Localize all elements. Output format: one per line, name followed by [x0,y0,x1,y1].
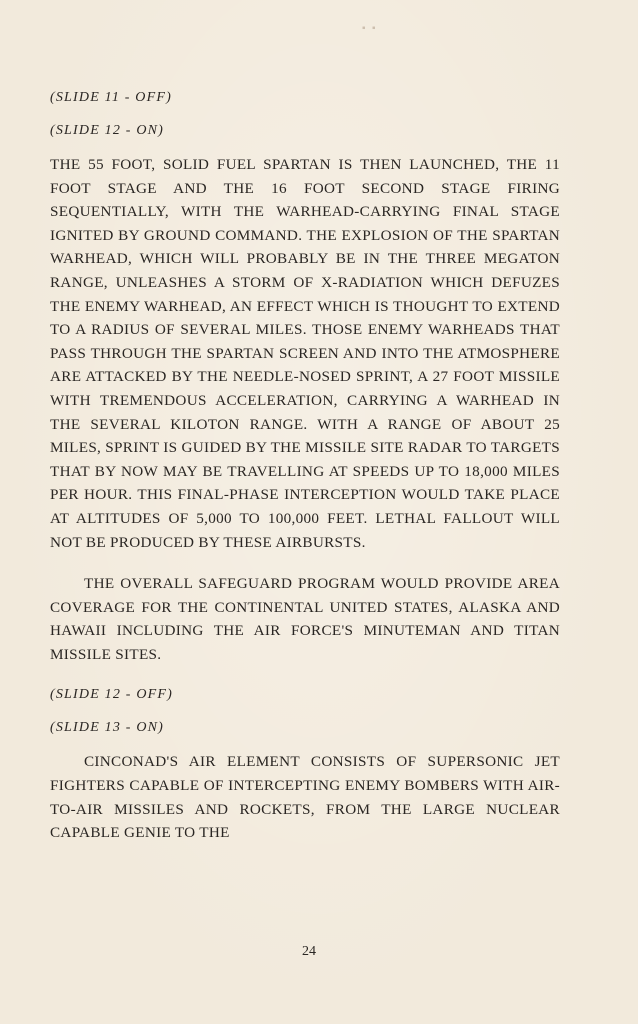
page-content [50,87,560,863]
slide-cue: (SLIDE 11 - OFF) [50,90,172,105]
slide-cue: (SLIDE 12 - ON) [50,123,165,138]
page-number: 24 [302,944,316,959]
body-paragraph: THE 55 FOOT, SOLID FUEL SPARTAN IS THEN LAUNCHED, THE 11 FOOT STAGE AND THE 16 FOOT SECOND STAGE FIRING SEQUENTIALLY, WITH THE WARHEAD-CARRYING FINAL STAGE IGNITED BY GROUND COMMAND. THE EXPLOSION OF THE SPARTAN WARHEAD, WHICH WILL PROBABLY BE IN THE THREE MEGATON RANGE, UNLEASHES A STORM OF X-RADIATION WHICH DEFUZES THE ENEMY WARHEAD, AN EFFECT WHICH IS THOUGHT TO EXTEND TO A RADIUS OF SEVERAL MILES. THOSE ENEMY WARHEADS THAT PASS THROUGH THE SPARTAN SCREEN AND INTO THE ATMOSPHERE ARE ATTACKED BY THE NEEDLE-NOSED SPRINT, A 27 FOOT MISSILE WITH TREMENDOUS ACCELERATION, CARRYING A WARHEAD IN THE SEVERAL KILOTON RANGE. WITH A RANGE OF ABOUT 25 MILES, SPRINT IS GUIDED BY THE MISSILE SITE RADAR TO TARGETS THAT BY NOW MAY BE TRAVELLING AT SPEEDS UP TO 18,000 MILES PER HOUR. THIS FINAL-PHASE INTERCEPTION WOULD TAKE PLACE AT ALTITUDES OF 5,000 TO 100,000 FEET. LETHAL FALLOUT WILL NOT BE PRODUCED BY THESE AIRBURSTS. [50,156,560,551]
body-paragraph: THE OVERALL SAFEGUARD PROGRAM WOULD PROVIDE AREA COVERAGE FOR THE CONTINENTAL UNITED STATES, ALASKA AND HAWAII INCLUDING THE AIR FORCE'S MINUTEMAN AND TITAN MISSILE SITES. [50,575,560,663]
slide-cue: (SLIDE 13 - ON) [50,720,165,736]
slide-cue: (SLIDE 12 - OFF) [50,687,174,703]
body-paragraph: CINCONAD'S AIR ELEMENT CONSISTS OF SUPERSONIC JET FIGHTERS CAPABLE OF INTERCEPTING ENEMY BOMBERS WITH AIR-TO-AIR MISSILES AND ROCKETS, FROM THE LARGE NUCLEAR CAPABLE GENIE TO THE [50,753,560,842]
paper-blemish: ▪ ▪ [362,23,378,34]
